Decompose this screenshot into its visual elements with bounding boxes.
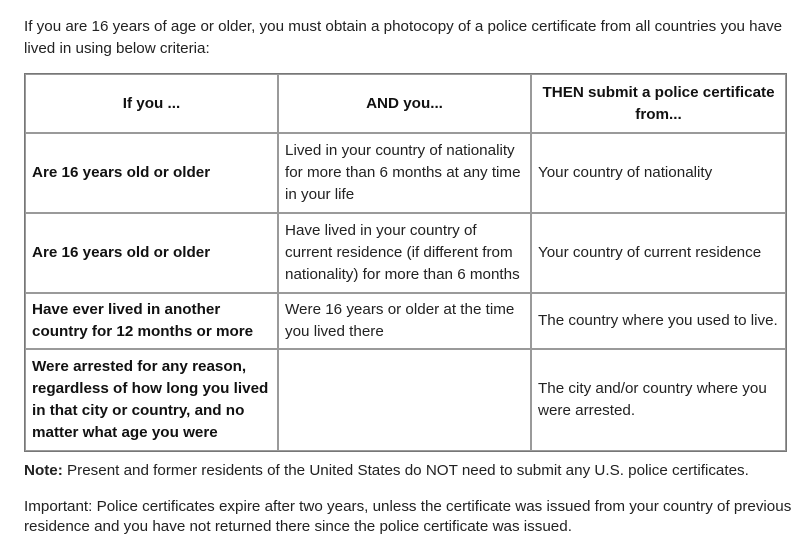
cell-and: Lived in your country of nationality for more than 6 months at any time in your life — [278, 133, 531, 213]
cell-and: Have lived in your country of current residence (if different from nationality) for more than 6 months — [278, 213, 531, 293]
important-paragraph: Important: Police certificates expire after two years, unless the certificate was issued from your country of previous residence and you have not returned there since the police certificate was issued. — [24, 498, 792, 535]
cell-submit: Your country of nationality — [531, 133, 786, 213]
cell-condition: Are 16 years old or older — [25, 213, 278, 293]
header-and-you: AND you... — [278, 74, 531, 133]
cell-submit: Your country of current residence — [531, 213, 786, 293]
table-row — [25, 133, 786, 213]
note-paragraph — [24, 460, 794, 482]
table-row — [25, 349, 786, 451]
intro-text: If you are 16 years of age or older, you must obtain a photocopy of a police certificate from all countries you have lived in using below criteria: — [24, 18, 783, 57]
table-row — [25, 213, 786, 293]
cell-submit: The city and/or country where you were arrested. — [531, 349, 786, 451]
police-certificate-criteria-table — [24, 73, 787, 452]
cell-and: Were 16 years or older at the time you lived there — [278, 293, 531, 349]
cell-condition: Have ever lived in another country for 12 months or more — [25, 293, 278, 349]
table-row — [25, 293, 786, 349]
header-if-you: If you ... — [25, 74, 278, 133]
table-header-row — [25, 74, 786, 133]
cell-condition: Were arrested for any reason, regardless of how long you lived in that city or country, and no matter what age you were — [25, 349, 278, 451]
note-label: Note: — [24, 462, 63, 479]
cell-submit: The country where you used to live. — [531, 293, 786, 349]
header-then-submit: THEN submit a police certificate from... — [531, 74, 786, 133]
intro-block — [24, 16, 790, 60]
cell-condition: Are 16 years old or older — [25, 133, 278, 213]
cell-and — [278, 349, 531, 451]
note-text: Present and former residents of the United States do NOT need to submit any U.S. police certificates. — [67, 462, 749, 479]
